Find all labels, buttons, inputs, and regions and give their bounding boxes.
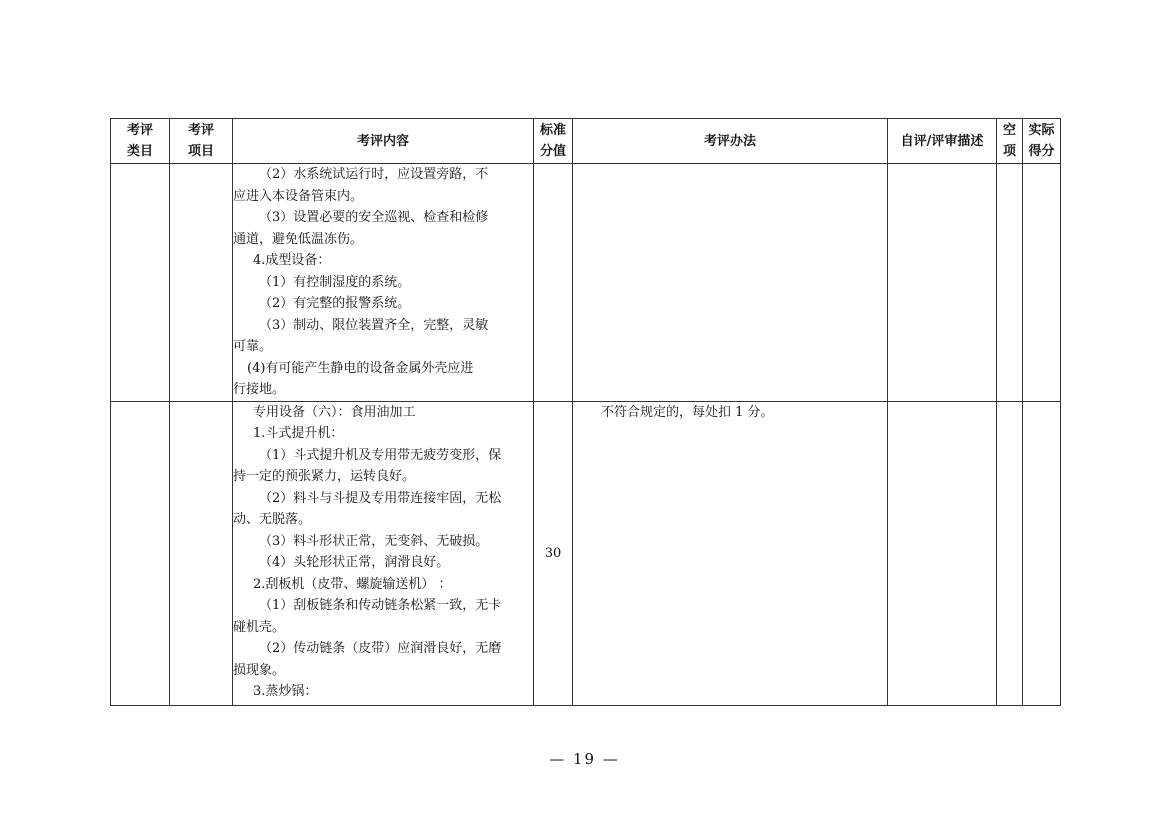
table-row bbox=[111, 401, 1061, 705]
header-score: 标准 分值 bbox=[534, 119, 573, 164]
content-line: （3）制动、限位装置齐全，完整，灵敏 bbox=[259, 317, 489, 333]
header-blank: 空 项 bbox=[997, 119, 1023, 164]
content-line: （2）水系统试运行时，应设置旁路，不 bbox=[259, 167, 489, 182]
score-cell bbox=[534, 164, 573, 402]
content-line: 专用设备（六）：食用油加工 bbox=[253, 404, 416, 420]
actual-score-cell bbox=[1023, 164, 1061, 402]
table-row bbox=[111, 164, 1061, 402]
content-line: 可靠。 bbox=[233, 339, 273, 354]
header-self-review: 自评/评审描述 bbox=[888, 119, 997, 164]
content-line: （2）传动链条（皮带）应润滑良好，无磨 bbox=[259, 641, 502, 656]
method-cell bbox=[573, 164, 888, 402]
content-line: （1）有控制湿度的系统。 bbox=[259, 274, 411, 290]
header-method: 考评办法 bbox=[573, 119, 888, 164]
content-line: 行接地。 bbox=[233, 382, 286, 397]
header-actual-score: 实际 得分 bbox=[1023, 119, 1061, 164]
content-line: （3）设置必要的安全巡视、检查和检修 bbox=[259, 210, 489, 225]
content-line: 碰机壳。 bbox=[233, 619, 286, 635]
content-line: （4）头轮形状正常，润滑良好。 bbox=[259, 555, 450, 570]
content-line: 损现象。 bbox=[233, 662, 286, 678]
blank-cell bbox=[997, 164, 1023, 402]
content-line: 1.斗式提升机： bbox=[253, 426, 344, 441]
method-cell: 不符合规定的，每处扣 1 分。 bbox=[573, 401, 888, 705]
content-cell bbox=[233, 401, 534, 705]
content-line: 动、无脱落。 bbox=[233, 512, 312, 527]
content-line: 持一定的预张紧力，运转良好。 bbox=[233, 469, 416, 484]
category-cell bbox=[111, 164, 170, 402]
content-line: （2）有完整的报警系统。 bbox=[259, 296, 411, 311]
content-line: 通道，避免低温冻伤。 bbox=[233, 231, 364, 247]
evaluation-table bbox=[110, 118, 1061, 706]
header-row bbox=[111, 119, 1061, 164]
score-cell: 30 bbox=[534, 401, 573, 705]
content-line: （3）料斗形状正常，无变斜、无破损。 bbox=[259, 533, 489, 549]
content-line: 3.蒸炒锅： bbox=[253, 684, 318, 699]
content-line: (4)有可能产生静电的设备金属外壳应进 bbox=[247, 360, 474, 376]
item-cell bbox=[170, 164, 233, 402]
content-line: （1）斗式提升机及专用带无疲劳变形，保 bbox=[259, 447, 502, 463]
self-review-cell bbox=[888, 401, 997, 705]
content-line: 2.刮板机（皮带、螺旋输送机） ： bbox=[253, 576, 452, 592]
content-line: （1）刮板链条和传动链条松紧一致，无卡 bbox=[259, 598, 502, 613]
self-review-cell bbox=[888, 164, 997, 402]
page-number: — 19 — bbox=[549, 750, 620, 768]
category-cell bbox=[111, 401, 170, 705]
content-line: 应进入本设备管束内。 bbox=[233, 188, 364, 204]
content-line: （2）料斗与斗提及专用带连接牢固，无松 bbox=[259, 490, 502, 506]
item-cell bbox=[170, 401, 233, 705]
content-line: 4.成型设备： bbox=[253, 253, 331, 268]
actual-score-cell bbox=[1023, 401, 1061, 705]
header-item: 考评 项目 bbox=[170, 119, 233, 164]
header-content: 考评内容 bbox=[233, 119, 534, 164]
content-cell bbox=[233, 164, 534, 402]
header-category: 考评 类目 bbox=[111, 119, 170, 164]
blank-cell bbox=[997, 401, 1023, 705]
